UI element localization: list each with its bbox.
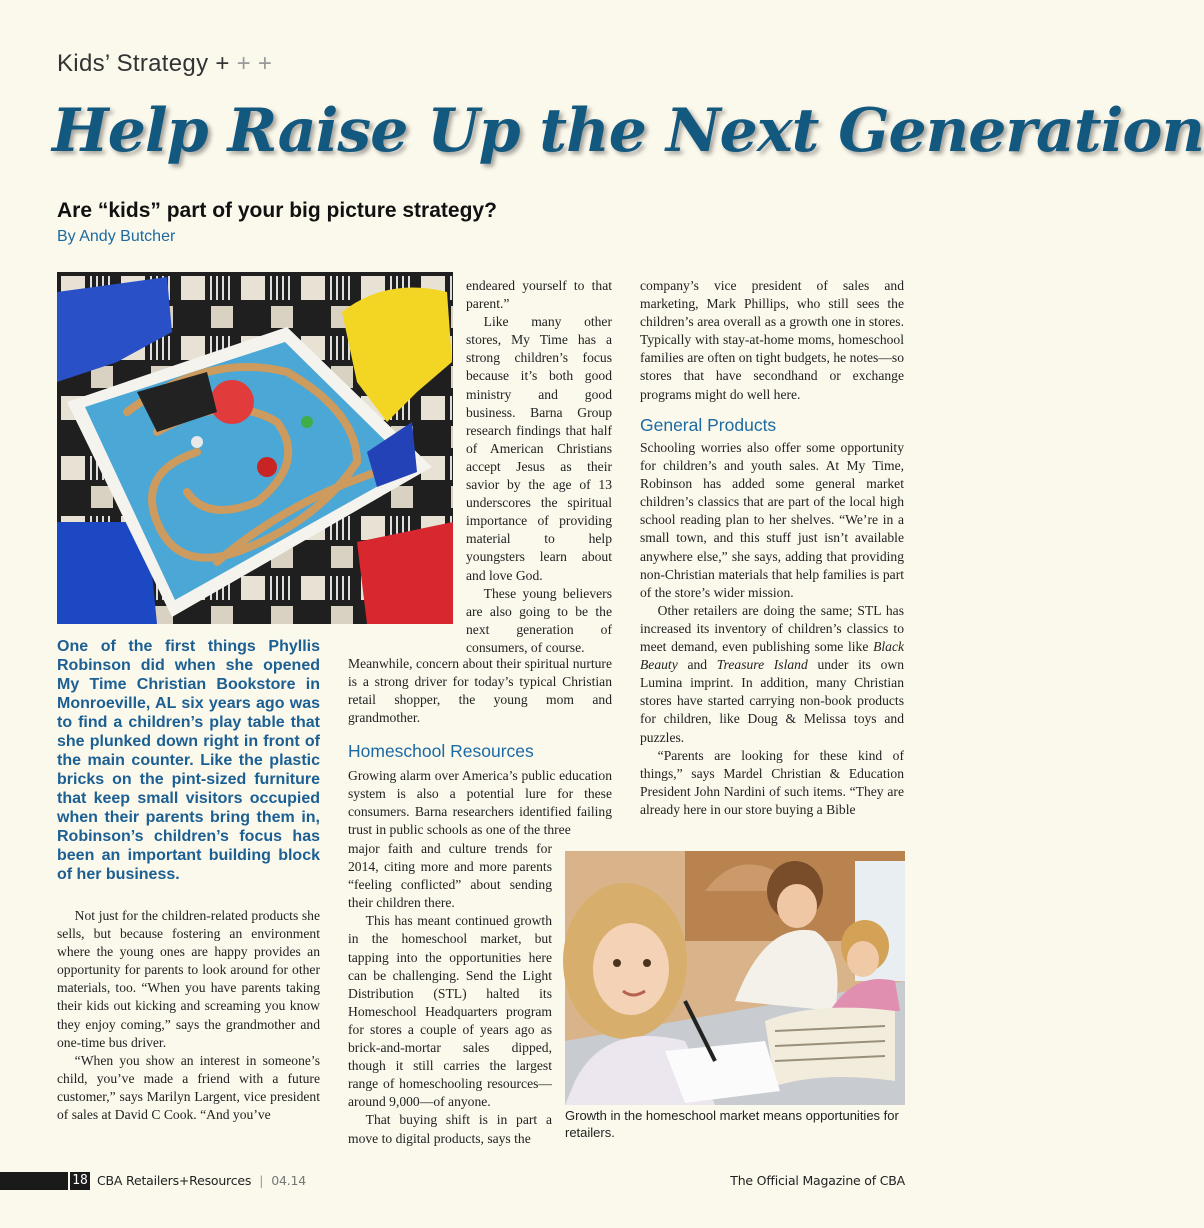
subhead-general-products: General Products xyxy=(640,415,777,435)
body-paragraph: endeared yourself to that parent.” xyxy=(466,278,612,312)
book-title: Treasure Island xyxy=(716,657,808,673)
body-text: and xyxy=(687,657,708,673)
body-paragraph: Schooling worries also offer some opportunity for children’s and youth sales. At My Time, Robinson has added some general market children’s classics that are part of the local high school reading plan to her shelves. “We’re in a small town, and this stuff just isn’t available anywhere else,” she says, adding that providing non-Christian materials that help families is part of the store’s wider mission. xyxy=(640,440,904,600)
body-paragraph xyxy=(640,602,904,747)
magazine-name: CBA Retailers+Resources xyxy=(97,1173,252,1188)
homeschool-photo xyxy=(565,851,905,1105)
footer-separator: | xyxy=(259,1173,264,1188)
article-byline: By Andy Butcher xyxy=(57,228,176,245)
body-paragraph: These young believers are also going to be the next generation of consumers, of course. xyxy=(466,585,612,655)
lead-paragraph: One of the first things Phyllis Robinson did when she opened My Time Christian Bookstore in Monroeville, AL six years ago was to find a children’s play table that she plunked down right in front of the main counter. Like the plastic bricks on the pint-sized furniture that keep small visitors occupied when their parents bring them in, Robinson’s children’s focus has been an important building block of her business. xyxy=(57,638,320,883)
general-products-body xyxy=(640,439,904,819)
page-number: 18 xyxy=(70,1172,90,1190)
footer-tagline: The Official Magazine of CBA xyxy=(730,1173,905,1188)
homeschool-body-narrow xyxy=(348,840,552,1148)
column-2-middle-body xyxy=(348,655,612,727)
body-paragraph: Not just for the children-related products she sells, but because fostering an environment where the young ones are happy provides an opportunity for parents to look around for other materials, too. “When you have parents taking their kids out kicking and screaming you know they enjoy coming,” says the grandmother and one-time bus driver. xyxy=(57,908,320,1050)
issue-date: 04.14 xyxy=(271,1173,307,1188)
book-title: Black Beauty xyxy=(640,639,905,673)
photo-caption: Growth in the homeschool market means opportunities for retailers. xyxy=(565,1108,899,1140)
column-3-top-body xyxy=(640,277,904,404)
play-table-illustration xyxy=(57,272,453,624)
column-2-top-body xyxy=(466,277,612,657)
article-deck: Are “kids” part of your big picture strategy? xyxy=(57,199,497,222)
body-paragraph: major faith and culture trends for 2014, citing more and more parents “feeling conflicted” about sending their children there. xyxy=(348,841,552,911)
section-kicker xyxy=(57,50,272,78)
body-paragraph: “When you show an interest in someone’s child, you’ve made a friend with a future customer,” says Marilyn Largent, vice president of sales at David C Cook. “And you’ve xyxy=(57,1052,320,1123)
footer-bar xyxy=(0,1172,68,1190)
homeschool-illustration xyxy=(565,851,905,1105)
body-paragraph: “Parents are looking for these kind of things,” says Mardel Christian & Education President John Nardini of such items. “They are already here in our store buying a Bible xyxy=(640,747,904,817)
footer-magazine xyxy=(97,1172,306,1190)
article-headline: Help Raise Up the Next Generation xyxy=(52,96,1204,166)
column-1-body xyxy=(57,907,320,1124)
body-paragraph: Meanwhile, concern about their spiritual nurture is a strong driver for today’s typical Christian retail shopper, the young mom and grandmother. xyxy=(348,656,612,726)
play-table-photo xyxy=(57,272,453,624)
kicker-plus: + + xyxy=(236,50,273,77)
body-paragraph: Like many other stores, My Time has a strong children’s focus because it’s both good ministry and good business. Barna Group research findings that half of American Christians accept Jesus as their savior by the age of 13 underscores the spiritual importance of providing material to help youngsters learn about and love God. xyxy=(466,314,612,583)
subhead-homeschool: Homeschool Resources xyxy=(348,741,534,761)
body-text: Other retailers are doing the same; STL has increased its inventory of children’s classics to meet demand, even publishing some like xyxy=(640,602,904,655)
body-paragraph: This has meant continued growth in the homeschool market, but tapping into the opportunities here can be challenging. Send the Light Distribution (STL) halted its Homeschool Headquarters program for stores a couple of years ago as brick-and-mortar sales dipped, though it still carries the largest range of homeschooling resources—around 9,000—of anyone. xyxy=(348,913,552,1110)
body-paragraph: company’s vice president of sales and marketing, Mark Phillips, who still sees the children’s area overall as a growth one in stores. Typically with stay-at-home moms, homeschool families are often on tight budgets, he notes—so stores that have secondhand or exchange programs might do well here. xyxy=(640,278,904,402)
body-paragraph: Growing alarm over America’s public education system is also a potential lure for these consumers. Barna researchers identified failing trust in public schools as one of the three xyxy=(348,768,612,838)
body-paragraph: That buying shift is in part a move to digital products, says the xyxy=(348,1112,552,1146)
homeschool-intro-wide xyxy=(348,767,612,839)
kicker-text: Kids’ Strategy + xyxy=(57,50,230,77)
body-text: under its own Lumina imprint. In addition, many Christian stores have started carrying non-book products for children, like Doug & Melissa toys and puzzles. xyxy=(640,657,905,745)
